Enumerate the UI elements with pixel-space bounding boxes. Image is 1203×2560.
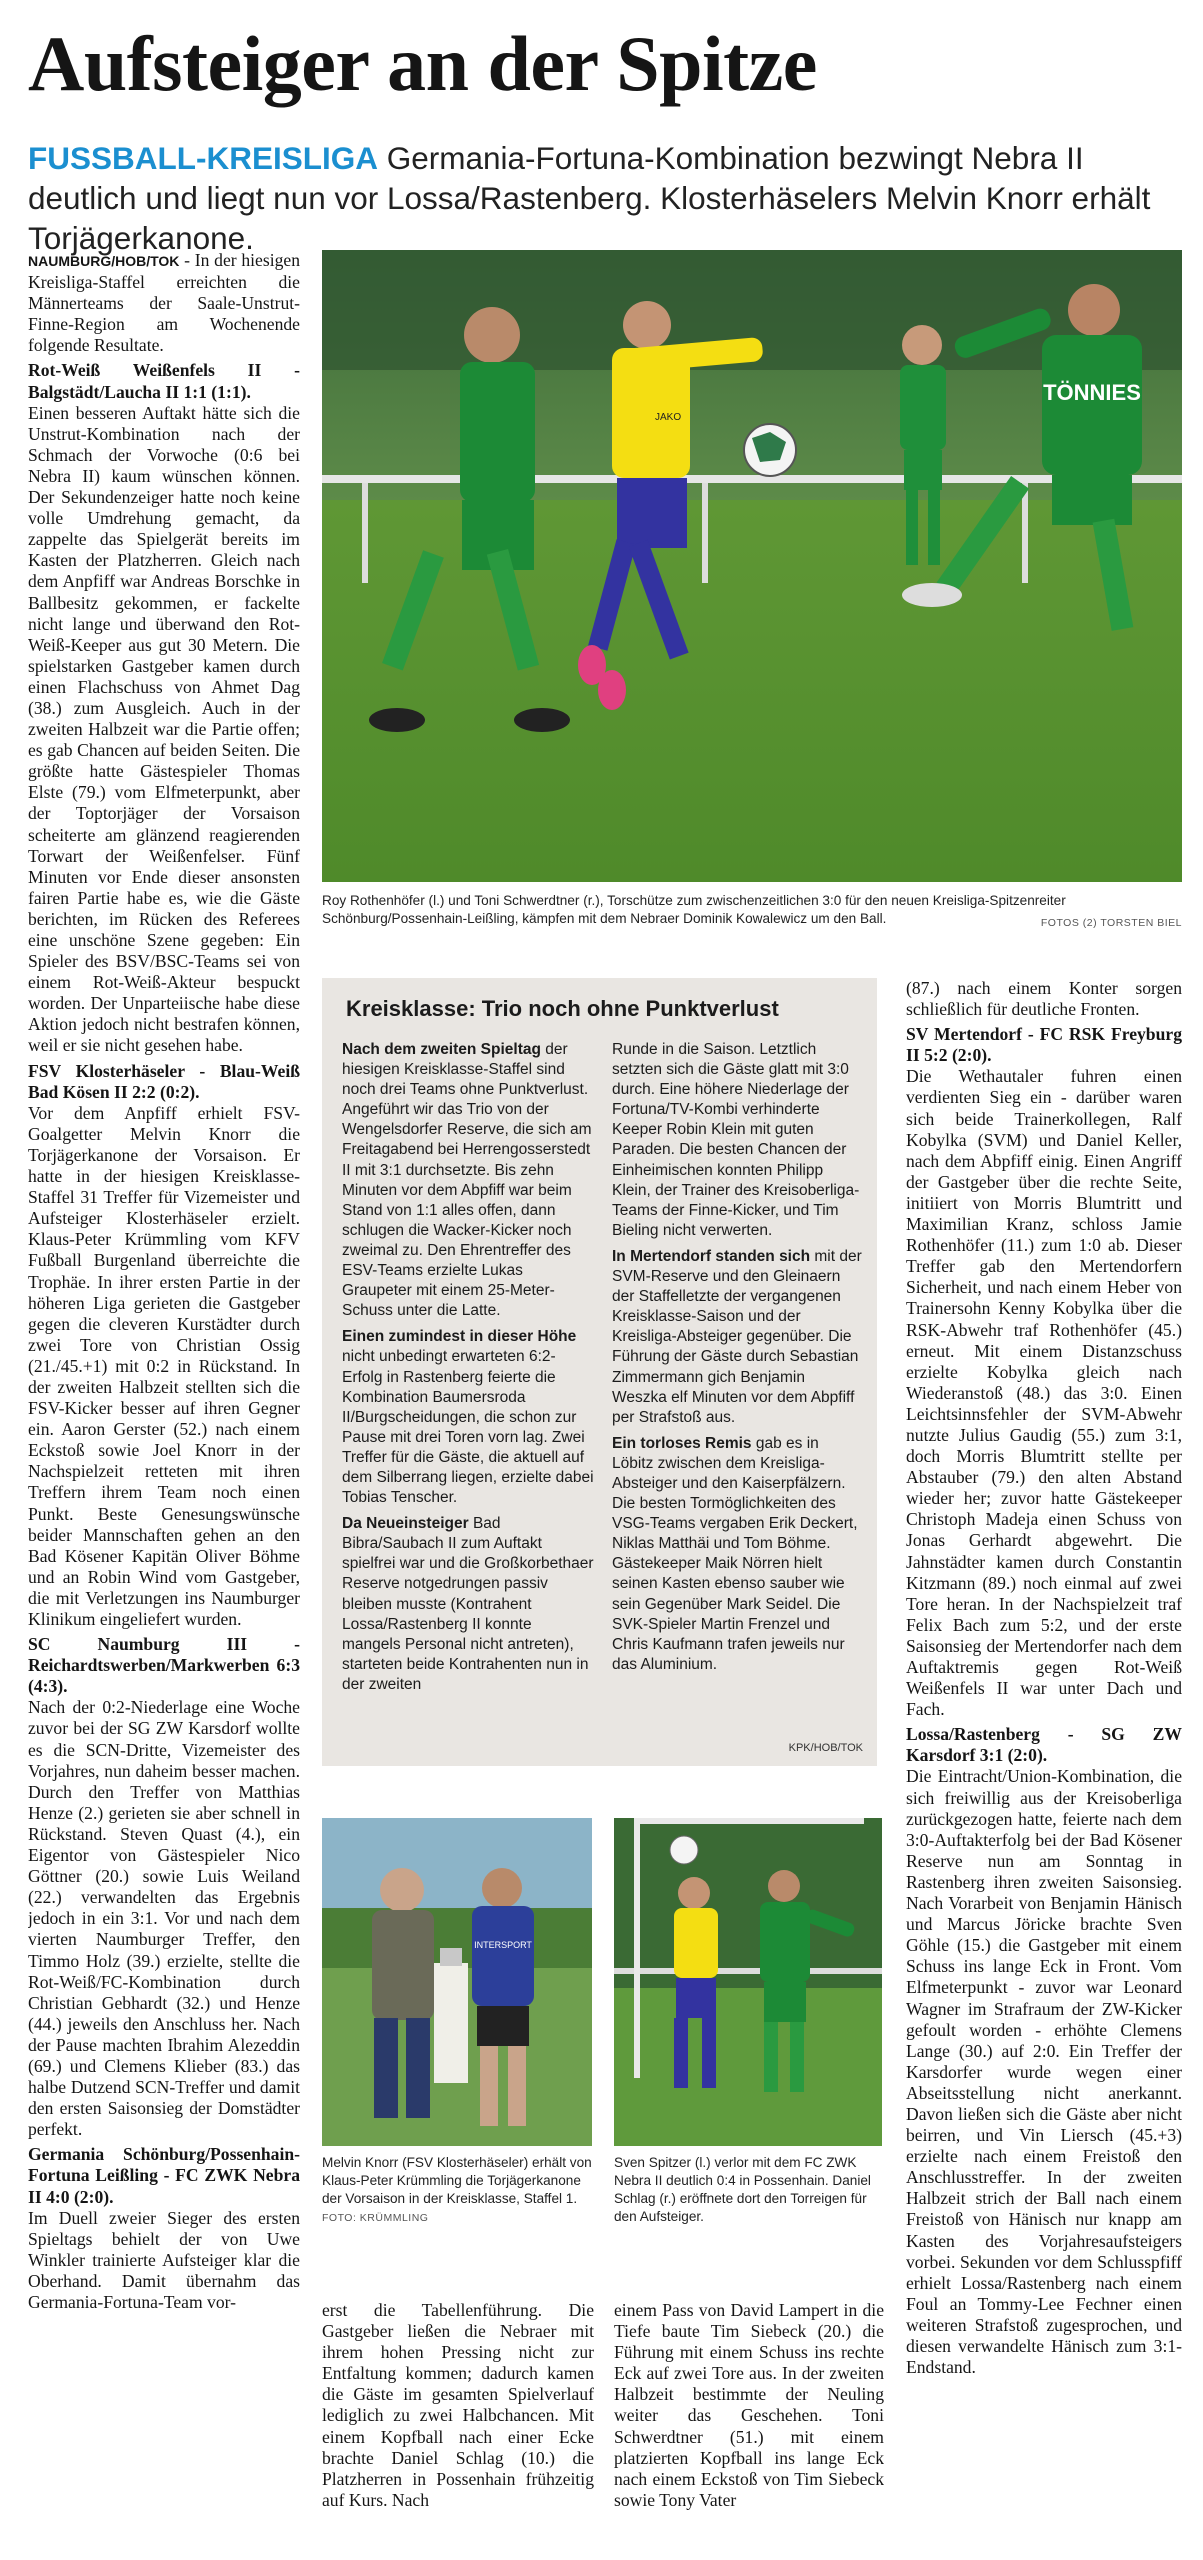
deck-kicker: FUSSBALL-KREISLIGA xyxy=(28,140,378,176)
deck-text: Germania-Fortuna-Kombination bezwingt Nebra II deutlich und liegt nun vor Lossa/Rastenberg. Klosterhäselers Melvin Knorr erhält Torjägerkanone. xyxy=(28,140,1151,256)
sidebar-lead: Ein torloses Remis xyxy=(612,1434,752,1452)
jersey-logo: JAKO xyxy=(655,412,682,423)
article-column-2-bottom xyxy=(322,2300,594,2545)
match-report: Die Wethautaler fuhren einen verdienten Sieg ein - darüber waren sich beide Trainerkollegen, Ralf Kobylka (SVM) und Daniel Keller, nach dem Abpfiff einig. Einen Angriff der Gastgeber über die rechte Seite, initiiert von Morris Blumtritt und Maximilian Kranz, schloss Jamie Rothenhöfer (11.) zum 1:0 ab. Dieser Treffer gab den Mertendorfern Sicherheit, und nach einem Heber von Trainersohn Kenny Kobylka über die RSK-Abwehr traf Rothenhöfer (45.) erneut. Mit einem Distanzschuss erzielte Kobylka gleich nach Wiederanstoß (48.) das 3:0. Einen Leichtsinnsfehler der SVM-Abwehr nutzte Julius Gaudig (55.) zum 3:1, doch Morris Blumtritt stellte per Abstauber (79.) den alten Abstand wieder her; zuvor hatte Gästekeeper Christoph Madeja einen Schuss von Jonas Gerhardt abgewehrt. Die Jahnstädter kamen durch Constantin Kitzmann (89.) noch einmal auf zwei Tore heran. In der Nachspielzeit traf Felix Bach zum 5:2, und der erste Saisonsieg der Mertendorfer nach dem Auftaktremis gegen Rot-Weiß Weißenfels II war unter Dach und Fach. xyxy=(906,1066,1182,1720)
sidebar-text: Runde in die Saison. Letztlich setzten sich die Gäste glatt mit 3:0 durch. Eine höhere Niederlage der Fortuna/TV-Kombi verhinderte Keeper Robin Klein mit guten Paraden. Die besten Chancen der Einheimischen konnten Philipp Klein, der Trainer des Kreisoberliga-Teams der Finne-Kicker, und Tim Bieling nicht verwerten. xyxy=(612,1041,860,1239)
sponsor-logo: TÖNNIES xyxy=(1043,380,1141,405)
match-report: Vor dem Anpfiff erhielt FSV-Goalgetter Melvin Knorr die Torjägerkanone der Vorsaison. Er hatte in der hiesigen Kreisklasse-Staffel 31 Treffer für Vizemeister und Aufsteiger Klosterhäseler erzielt. Klaus-Peter Krümmling vom KFV Fußball Burgenland überreichte die Trophäe. In ihrer ersten Partie in der höheren Liga gerieten die Gastgeber gegen die cleveren Kurstädter durch zwei Tore von Christian Ossig (21./45.+1) mit 0:2 in Rückstand. In der zweiten Halbzeit stellten sich die FSV-Kicker besser auf ihren Gegner ein. Aaron Gerster (52.) nach einem Eckstoß sowie Joel Knorr in der Nachspielzeit retteten mit ihren Treffern ihrem Team noch einen Punkt. Beste Genesungswünsche beider Mannschaften gehen an den Bad Kösener Kapitän Oliver Böhme und an Robin Wind vom Gastgeber, die mit Verletzungen ins Naumburger Klinikum eingeliefert wurden. xyxy=(28,1102,300,1629)
caption-text: Roy Rothenhöfer (l.) und Toni Schwerdtner (r.), Torschütze zum zwischenzeitlichen 3:0 für den neuen Kreisliga-Spitzenreiter Schönburg/Possenhain-Leißling, kämpfen mit dem Nebraer Dominik Kowalewicz um den Ball. xyxy=(322,893,1066,926)
sidebar-lead: In Mertendorf standen sich xyxy=(612,1247,811,1265)
sidebar-lead: Einen zumindest in dieser Höhe xyxy=(342,1328,577,1346)
deck xyxy=(28,138,1178,258)
sidebar-text: der hiesigen Kreisklasse-Staffel sind noch drei Teams ohne Punktverlust. Angeführt wir das Trio von der Wengelsdorfer Reserve, die sich am Freitagabend bei Herrengosserstedt II mit 3:1 durchsetzte. Bis zehn Minuten vor dem Abpfiff war beim Stand von 1:1 alles offen, dann schlugen die Wacker-Kicker noch zweimal zu. Den Ehrentreffer des ESV-Teams erzielte Lukas Graupeter mit einem 25-Meter-Schuss unter die Latte. xyxy=(342,1041,592,1320)
sidebar-text: Bad Bibra/Saubach II zum Auftakt spielfrei war und die Großkorbethaer Reserve notgedrungen passiv bleiben musste (Kontrahent Lossa/Rastenberg II konnte mangels Personal nicht antreten), starteten beide Kontrahenten nun in der zweiten xyxy=(342,1515,594,1693)
match-heading: Germania Schönburg/Possenhain-Fortuna Leißling - FC ZWK Nebra II 4:0 (2:0). xyxy=(28,2144,300,2207)
match-report: Nach der 0:2-Niederlage eine Woche zuvor bei der SG ZW Karsdorf wollte es die SCN-Dritte, Vizemeister des Vorjahres, nun daheim besser machen. Durch den Treffer von Matthias Henze (2.) gerieten sie aber schnell in Rückstand. Steven Quast (4.), ein Eigentor von Gästespieler Nico Göttner (20.) sowie Luis Weiland (22.) verwandelten das Ergebnis jedoch in ein 3:1. Vor und nach dem vierten Naumburger Treffer, den Timmo Holz (39.) erzielte, stellte die Rot-Weiß/FC-Kombination durch Christian Gebhardt (32.) und Henze (44.) jeweils den Anschluss her. Nach der Pause machten Ibrahim Alezeddin (69.) und Clemens Klieber (83.) das halbe Dutzend SCN-Treffer und damit den ersten Saisonsieg der Domstädter perfekt. xyxy=(28,1697,300,2140)
match-heading: SC Naumburg III - Reichardtswerben/Markwerben 6:3 (4:3). xyxy=(28,1634,300,1697)
match-heading: SV Mertendorf - FC RSK Freyburg II 5:2 (2:0). xyxy=(906,1024,1182,1066)
caption-text: Melvin Knorr (FSV Klosterhäseler) erhält von Klaus-Peter Krümmling die Torjägerkanone der Vorsaison in der Kreisklasse, Staffel 1. xyxy=(322,2155,592,2206)
match-report: Die Eintracht/Union-Kombination, die sich freiwillig aus der Kreisoberliga zurückgezogen hatte, feierte nach dem 3:0-Auftakterfolg bei der Bad Kösener Reserve nun am Sonntag in Rastenberg ihren zweiten Saisonsieg. Nach Vorarbeit von Benjamin Hänisch und Marcus Jöricke brachte Sven Göhle (15.) die Gastgeber mit einem Schuss ins lange Eck in Front. Vom Elfmeterpunkt - zuvor war Leonard Wagner im Strafraum der ZW-Kicker gefoult worden - erhöhte Clemens Lange (30.) auf 2:0. Ein Treffer der Karsdorfer wurde wegen einer Abseitsstellung nicht anerkannt. Davon ließen sich die Gäste aber nicht beirren, und Vin Liersch (45.+3) erzielte nach einem Freistoß den Anschlusstreffer. In der zweiten Halbzeit strich der Ball nach einem Freistoß von Hänisch nur knapp am Kasten des Vorjahresaufsteigers vorbei. Sekunden vor dem Schlusspfiff erhielt Lossa/Rastenberg nach einem Foul an Tommy-Lee Fechner einen weiteren Strafstoß zugesprochen, und diesen verwandelte Hänisch zum 3:1-Endstand. xyxy=(906,1766,1182,2378)
sidebar-lead: Nach dem zweiten Spieltag xyxy=(342,1041,541,1058)
sidebar-text: nicht unbedingt erwarteten 6:2-Erfolg in Rastenberg feierte die Kombination Baumersroda II/Burgscheidungen, die schon zur Pause mit drei Toren vorn lag. Zwei Treffer für die Gäste, die aktuell auf dem Silberrang liegen, erzielte dabei Tobias Tenscher. xyxy=(342,1348,594,1507)
main-photo-caption xyxy=(322,892,1182,936)
intro-text: - In der hiesigen Kreisliga-Staffel erreichten die Männerteams der Saale-Unstrut-Finne-Region am Wochenende folgende Resultate. xyxy=(28,250,300,356)
match-heading: Lossa/Rastenberg - SG ZW Karsdorf 3:1 (2:0). xyxy=(906,1724,1182,1766)
match-report: (87.) nach einem Konter sorgen schließlich für deutliche Fronten. xyxy=(906,978,1182,1020)
main-photo xyxy=(322,250,1182,882)
trophy-photo xyxy=(322,1818,592,2146)
dateline: NAUMBURG/HOB/TOK xyxy=(28,253,180,269)
headline: Aufsteiger an der Spitze xyxy=(28,20,817,107)
caption-text: Sven Spitzer (l.) verlor mit dem FC ZWK Nebra II deutlich 0:4 in Possenhain. Daniel Schlag (r.) eröffnete dort den Torreigen für den Aufsteiger. xyxy=(614,2155,871,2224)
sidebar-title: Kreisklasse: Trio noch ohne Punktverlust xyxy=(346,996,779,1021)
match-heading: Rot-Weiß Weißenfels II - Balgstädt/Laucha II 1:1 (1:1). xyxy=(28,360,300,402)
match-report: einem Pass von David Lampert in die Tiefe baute Tim Siebeck (20.) die Führung mit einem Schuss ins rechte Eck auf zwei Tore aus. In der zweiten Halbzeit bestimmte der Neuling weiter das Geschehen. Toni Schwerdtner (51.) mit einem platzierten Kopfball ins lange Eck nach einem Eckstoß von Tim Siebeck sowie Tony Vater xyxy=(614,2300,884,2510)
photo-credit: FOTO: KRÜMMLING xyxy=(322,2212,429,2224)
photo-credit: FOTOS (2) TORSTEN BIEL xyxy=(1040,917,1182,929)
article-column-4 xyxy=(906,978,1182,2543)
sidebar-signature: KPK/HOB/TOK xyxy=(788,1742,863,1754)
article-column-1 xyxy=(28,250,300,2540)
sidebar-text: gab es in Löbitz zwischen dem Kreisliga-Absteiger und den Kaiserpfälzern. Die besten Tormöglichkeiten des VSG-Teams vergaben Erik Deckert, Niklas Matthäi und Tom Böhme. Gästekeeper Maik Nörren hielt seinen Kasten ebenso sauber wie sein Gegenüber Mark Seidel. Die SVK-Spieler Martin Frenzel und Chris Kaufmann trafen jeweils nur das Aluminium. xyxy=(612,1434,858,1673)
match-photo-small xyxy=(614,1818,882,2146)
sidebar-text: mit der SVM-Reserve und den Gleinaern der Staffelletzte der vergangenen Kreisklasse-Saison und der Kreisliga-Absteiger gegenüber. Die Führung der Gäste durch Sebastian Zimmermann gich Benjamin Weszka elf Minuten vor dem Abpfiff per Strafstoß aus. xyxy=(612,1247,862,1426)
sidebar-column-left xyxy=(342,1040,594,1750)
sidebar-box xyxy=(322,978,877,1766)
sidebar-lead: Da Neueinsteiger xyxy=(342,1515,469,1533)
jersey-logo: INTERSPORT xyxy=(474,1940,532,1950)
match-report: Im Duell zweier Sieger des ersten Spieltags behielt der von Uwe Winkler trainierte Aufsteiger klar die Oberhand. Damit übernahm das Germania-Fortuna-Team vor- xyxy=(28,2207,300,2312)
sidebar-column-right xyxy=(612,1040,864,1740)
article-column-3-bottom xyxy=(614,2300,884,2545)
trophy-photo-caption xyxy=(322,2154,602,2226)
match-heading: FSV Klosterhäseler - Blau-Weiß Bad Kösen II 2:2 (0:2). xyxy=(28,1060,300,1102)
match-report: Einen besseren Auftakt hätte sich die Unstrut-Kombination nach der Schmach der Vorwoche (0:6 bei Nebra II) kaum wünschen können. Der Sekundenzeiger hatte noch keine volle Umdrehung gemacht, da zappelte das Spielgerät bereits im Kasten der Platzherren. Gleich nach dem Anpfiff war Andreas Borschke in Ballbesitz gekommen, er fackelte nicht lange und überwand den Rot-Weiß-Keeper aus gut 30 Metern. Die spielstarken Gastgeber kamen durch einen Flachschuss von Ahmet Dag (38.) zum Ausgleich. Auch in der zweiten Halbzeit war die Partie offen; es gab Chancen auf beiden Seiten. Die größte hatte Gästespieler Thomas Elste (79.) vom Elfmeterpunkt, aber der Toptorjäger der Vorsaison scheiterte am glänzend reagierenden Torwart der Weißenfelser. Fünf Minuten vor Ende dieser ansonsten fairen Partie habe es, wie die Gäste berichten, im Rücken des Referees eine unschöne Szene gegeben: Ein Spieler des BSV/BSC-Teams sei von einem Rot-Weiß-Akteur bespuckt worden. Der Unparteiische habe diese Aktion jedoch nicht bestrafen können, weil er sie nicht gesehen habe. xyxy=(28,402,300,1056)
match-photo-small-caption xyxy=(614,2154,882,2226)
match-report: erst die Tabellenführung. Die Gastgeber ließen die Nebraer mit ihrem hohen Pressing nicht zur Entfaltung kommen; dadurch kamen die Gäste im gesamten Spielverlauf lediglich zu zwei Halbchancen. Mit einem Kopfball nach einer Ecke brachte Daniel Schlag (10.) die Platzherren in Possenhain frühzeitig auf Kurs. Nach xyxy=(322,2300,594,2510)
